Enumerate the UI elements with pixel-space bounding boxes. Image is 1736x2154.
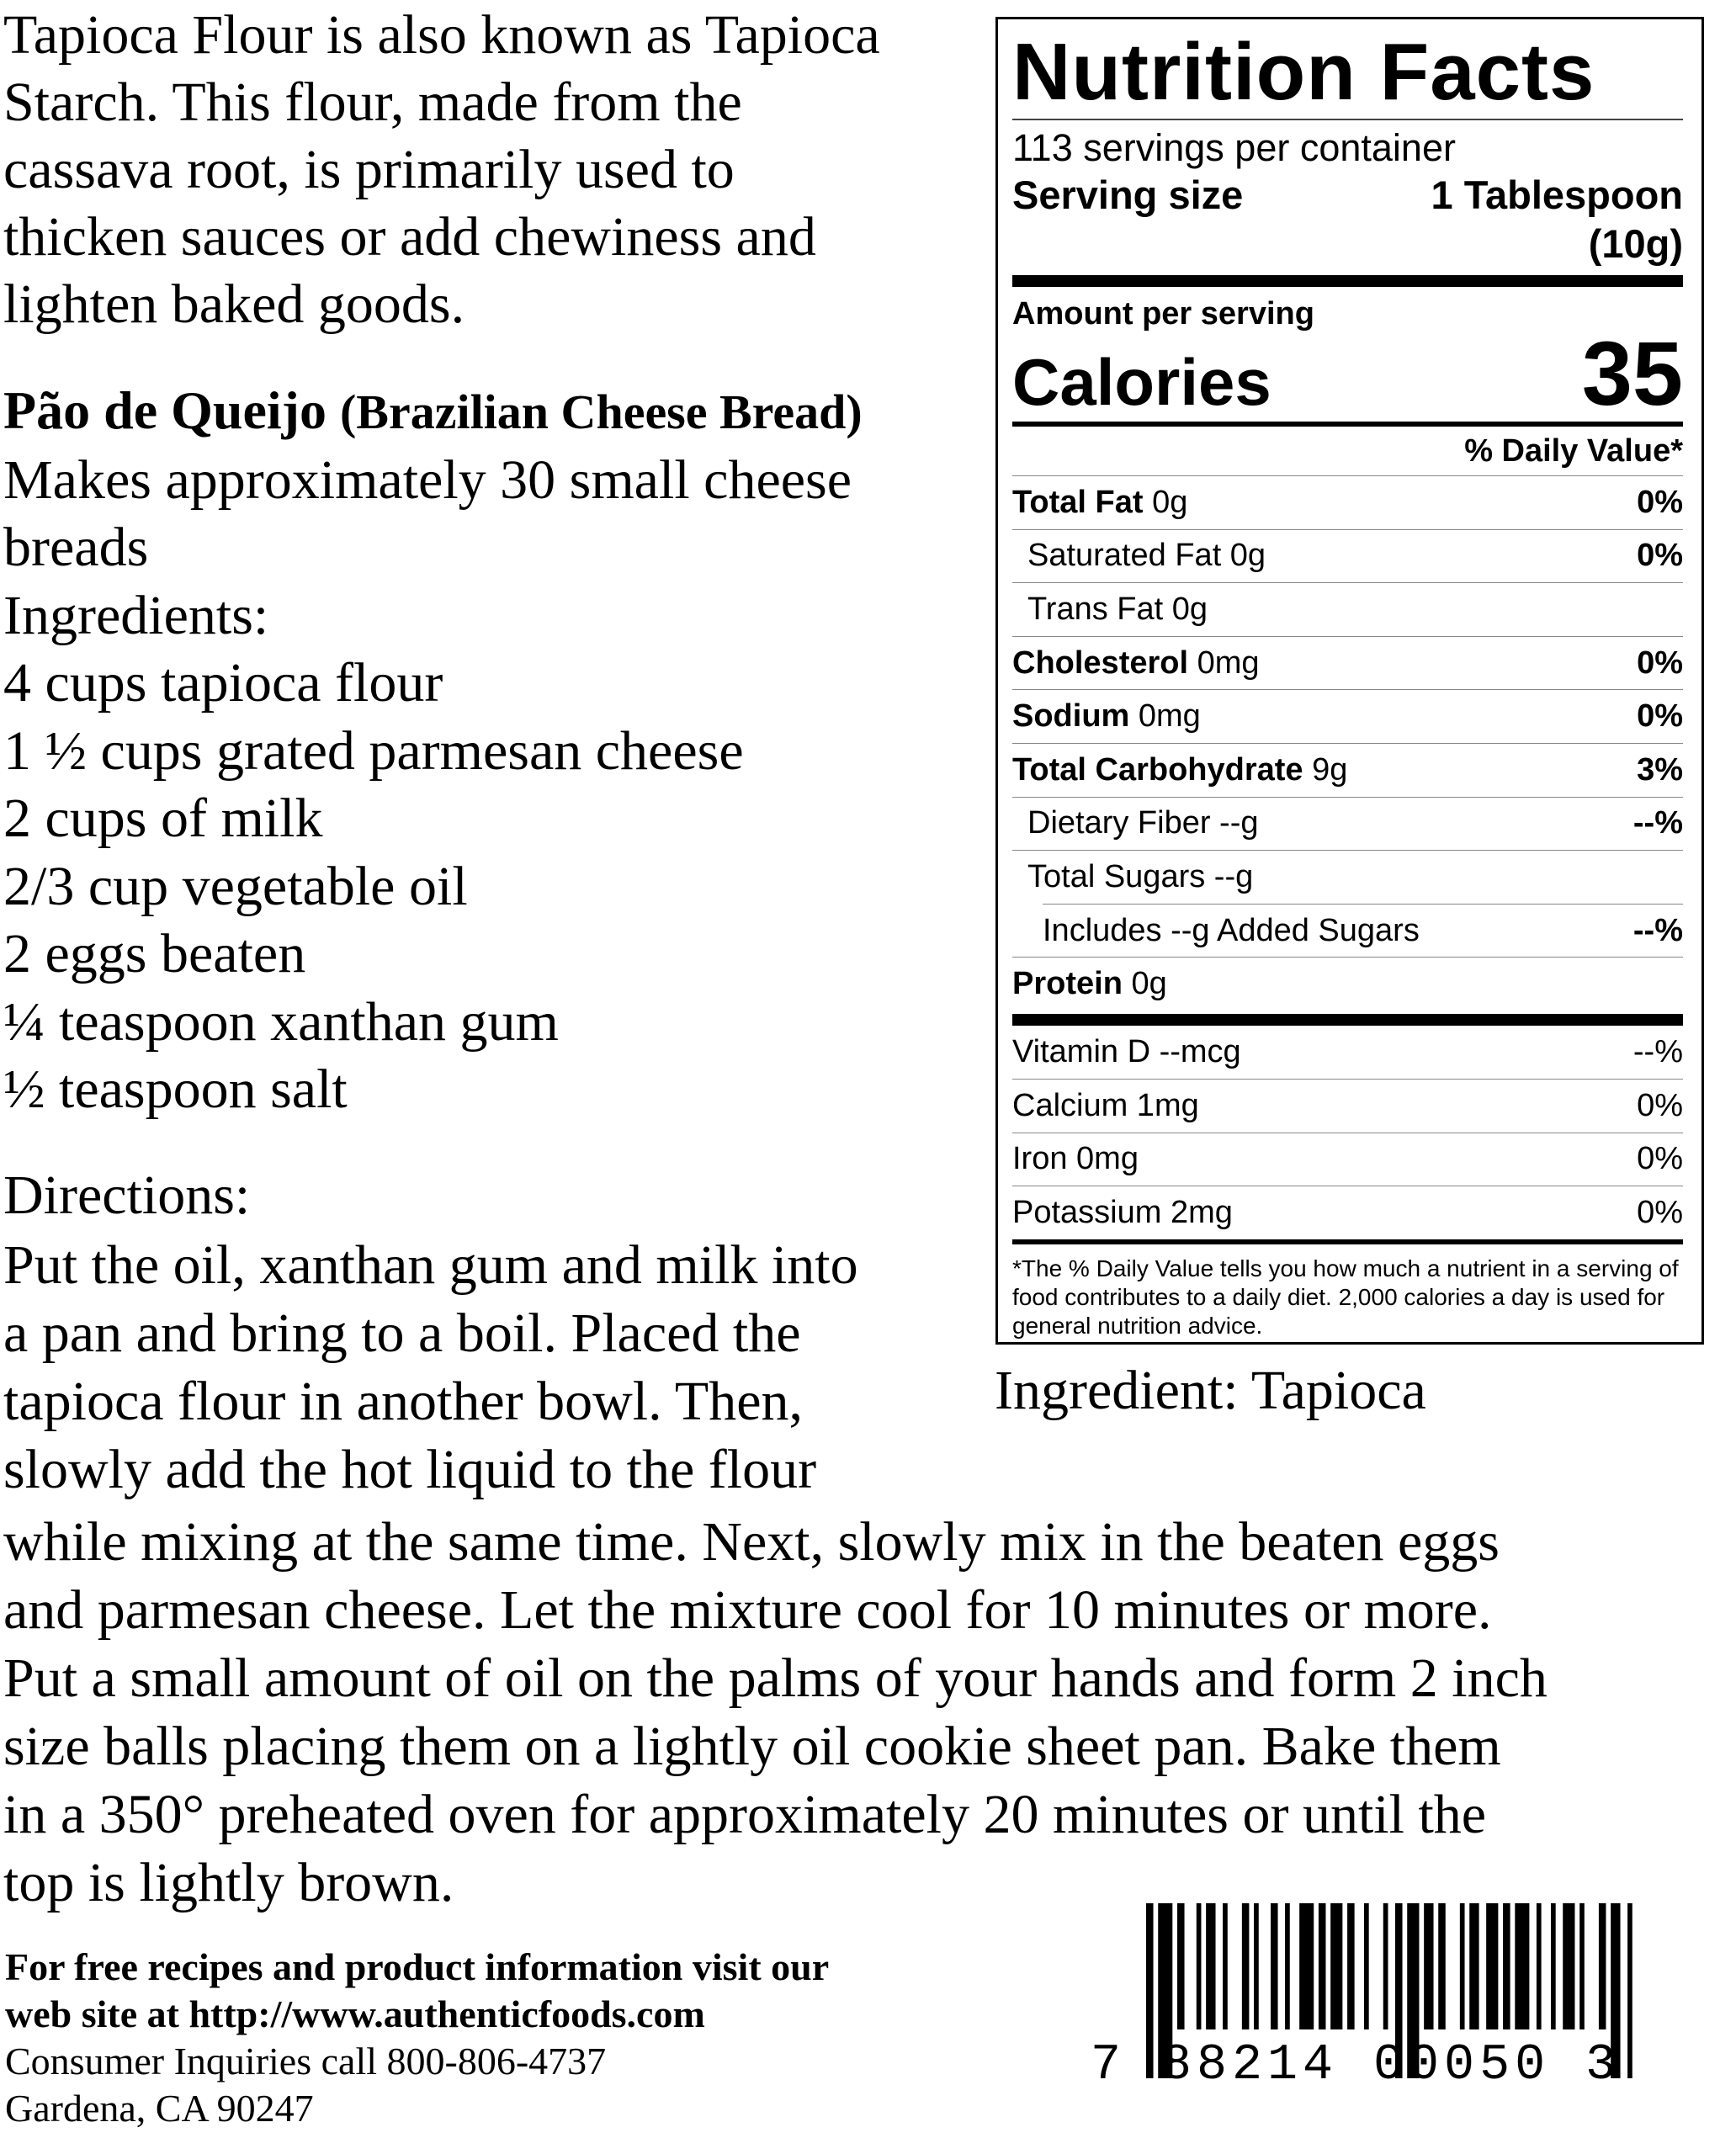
directions-line: tapioca flour in another bowl. Then, xyxy=(3,1371,804,1432)
barcode-bar xyxy=(1223,1903,1228,2029)
intro-line: lighten baked goods. xyxy=(3,273,465,335)
daily-value-header: % Daily Value* xyxy=(1464,433,1683,469)
amount-per-serving: Amount per serving xyxy=(1012,296,1314,332)
intro-line: thicken sauces or add chewiness and xyxy=(3,206,816,268)
directions-line: slowly add the hot liquid to the flour xyxy=(3,1439,817,1500)
directions-line: while mixing at the same time. Next, slowly mix in the beaten eggs xyxy=(3,1511,1500,1573)
nutrient-row xyxy=(1012,583,1683,636)
divider-thick xyxy=(1012,275,1683,287)
footer-phone-line: Consumer Inquiries call 800-806-4737 xyxy=(5,2040,607,2082)
barcode-bar xyxy=(1424,1903,1433,2029)
intro-line: Starch. This flour, made from the xyxy=(3,72,742,133)
vitamin-row xyxy=(1012,1133,1683,1186)
ingredient-item: 2/3 cup vegetable oil xyxy=(3,855,468,917)
nutrient-name: Includes --g Added Sugars xyxy=(1043,912,1420,948)
barcode-bar xyxy=(1460,1903,1465,2029)
directions-line: size balls placing them on a lightly oil cookie sheet pan. Bake them xyxy=(3,1716,1501,1777)
directions-line: and parmesan cheese. Let the mixture cool for 10 minutes or more. xyxy=(3,1579,1492,1641)
directions-bottom xyxy=(3,1508,1728,1917)
barcode-bar xyxy=(1383,1903,1388,2029)
ingredient-statement: Ingredient: Tapioca xyxy=(995,1360,1426,1421)
serving-size-value-2: (10g) xyxy=(1588,221,1683,266)
nutrient-bold-name: Cholesterol xyxy=(1012,645,1189,681)
barcode-bar xyxy=(1364,1903,1369,2029)
footer-website-line: web site at http://www.authenticfoods.com xyxy=(5,1992,705,2035)
nutrient-row xyxy=(1012,637,1683,690)
nutrient-name: Saturated Fat 0g xyxy=(1027,538,1266,574)
recipe-title xyxy=(3,377,988,447)
vitamin-name: Vitamin D --mcg xyxy=(1012,1033,1241,1069)
barcode-bar xyxy=(1627,1903,1632,2078)
recipe-section xyxy=(3,377,988,1124)
nutrient-bold-name: Protein xyxy=(1012,966,1123,1002)
directions-line: top is lightly brown. xyxy=(3,1852,454,1913)
barcode-bar xyxy=(1438,1903,1446,2029)
nutrient-row xyxy=(1012,690,1683,743)
barcode-bar xyxy=(1537,1903,1542,2029)
nutrient-row xyxy=(1012,798,1683,851)
nutrient-percent: --% xyxy=(1632,912,1683,948)
nutrient-name: Total Sugars --g xyxy=(1027,858,1254,894)
ingredient-item: 4 cups tapioca flour xyxy=(3,652,443,714)
nutrition-facts-panel xyxy=(995,17,1704,1345)
nutrient-name xyxy=(1012,698,1201,735)
directions-line: Put a small amount of oil on the palms of your hands and form 2 inch xyxy=(3,1647,1548,1709)
nutrient-name xyxy=(1012,752,1347,788)
nutrient-row xyxy=(1012,905,1683,958)
nutrient-bold-name: Total Fat xyxy=(1012,484,1144,520)
nutrient-bold-name: Total Carbohydrate xyxy=(1012,751,1303,788)
barcode-bar xyxy=(1319,1903,1326,2029)
calories-row xyxy=(1012,322,1683,424)
vitamin-percent: 0% xyxy=(1637,1141,1683,1177)
daily-value-footnote: *The % Daily Value tells you how much a nutrient in a serving of food contributes to a daily diet. 2,000 calories a day is used for general nutrition advice. xyxy=(1012,1255,1679,1340)
servings-per-container: 113 servings per container xyxy=(1012,126,1456,169)
barcode-bar xyxy=(1299,1903,1314,2029)
directions-line: Put the oil, xanthan gum and milk into xyxy=(3,1234,858,1296)
nutrient-row xyxy=(1012,476,1683,529)
barcode-bar xyxy=(1330,1903,1342,2029)
barcode-bar xyxy=(1197,1903,1202,2029)
divider-medium xyxy=(1012,1239,1683,1244)
directions-line: a pan and bring to a boil. Placed the xyxy=(3,1302,801,1364)
barcode-bar xyxy=(1254,1903,1259,2029)
barcode-bar xyxy=(1347,1903,1355,2029)
nutrient-name: Dietary Fiber --g xyxy=(1027,805,1259,841)
recipe-makes-line: breads xyxy=(3,517,149,578)
vitamin-row xyxy=(1012,1080,1683,1133)
nutrient-row xyxy=(1012,530,1683,583)
vitamin-percent: 0% xyxy=(1637,1195,1683,1231)
directions-line: in a 350° preheated oven for approximately 20 minutes or until the xyxy=(3,1784,1487,1845)
ingredient-item: ½ teaspoon salt xyxy=(3,1058,348,1120)
footer xyxy=(5,1944,1099,2132)
nutrient-percent: --% xyxy=(1632,805,1683,841)
vitamin-percent: 0% xyxy=(1637,1087,1683,1123)
barcode-bar xyxy=(1285,1903,1290,2029)
barcode-bar xyxy=(1515,1903,1529,2029)
intro-line: Tapioca Flour is also known as Tapioca xyxy=(3,4,880,66)
barcode-digits: 7 88214 00050 3 xyxy=(1091,2037,1622,2094)
barcode-bar xyxy=(1177,1903,1185,2029)
footer-address-line: Gardena, CA 90247 xyxy=(5,2087,314,2130)
barcode-bar xyxy=(1486,1903,1498,2029)
ingredient-item: 2 eggs beaten xyxy=(3,923,306,984)
vitamin-name: Calcium 1mg xyxy=(1012,1087,1199,1123)
barcode-bar xyxy=(1579,1903,1585,2029)
barcode-bar xyxy=(1242,1903,1250,2029)
nutrient-percent: 0% xyxy=(1637,484,1683,520)
nutrient-amount: 0mg xyxy=(1129,698,1201,735)
directions-top xyxy=(3,1231,963,1504)
nutrient-amount: 0g xyxy=(1122,966,1167,1002)
divider xyxy=(1012,119,1683,120)
nutrient-amount: 0mg xyxy=(1188,645,1260,681)
nutrient-name xyxy=(1012,645,1260,682)
vitamin-row xyxy=(1012,1186,1683,1239)
serving-size-label: Serving size xyxy=(1012,172,1244,217)
nutrition-facts-title: Nutrition Facts xyxy=(1012,27,1595,117)
serving-size-row xyxy=(1012,171,1683,268)
vitamin-percent: --% xyxy=(1632,1033,1683,1069)
nutrient-percent: 0% xyxy=(1637,698,1683,735)
footer-bold-line: For free recipes and product information visit our xyxy=(5,1945,830,1988)
barcode-bar xyxy=(1271,1903,1278,2029)
barcode-bar xyxy=(1599,1903,1606,2029)
intro-line: cassava root, is primarily used to xyxy=(3,139,735,200)
vitamin-name: Potassium 2mg xyxy=(1012,1195,1233,1231)
barcode-bar xyxy=(1503,1903,1510,2029)
directions-heading: Directions: xyxy=(3,1165,251,1226)
nutrient-percent: 3% xyxy=(1637,751,1683,788)
ingredients-heading: Ingredients: xyxy=(3,584,269,646)
ingredient-item: 2 cups of milk xyxy=(3,788,323,849)
barcode-bar xyxy=(1551,1903,1556,2029)
recipe-subtitle: (Brazilian Cheese Bread) xyxy=(339,385,863,439)
nutrient-percent: 0% xyxy=(1637,538,1683,574)
nutrient-percent: 0% xyxy=(1637,645,1683,681)
vitamin-name: Iron 0mg xyxy=(1012,1141,1139,1177)
barcode-bar xyxy=(1206,1903,1215,2029)
divider-thick xyxy=(1012,1014,1683,1026)
intro-paragraph xyxy=(3,2,979,338)
nutrient-name xyxy=(1012,966,1167,1002)
barcode-bar xyxy=(1563,1903,1574,2029)
calories-value: 35 xyxy=(1581,322,1683,424)
recipe-title-text: Pão de Queijo xyxy=(3,380,326,440)
serving-size-value-1: 1 Tablespoon xyxy=(1431,172,1683,217)
ingredient-item: 1 ½ cups grated parmesan cheese xyxy=(3,719,744,782)
nutrient-name: Trans Fat 0g xyxy=(1027,591,1208,627)
nutrient-row xyxy=(1012,851,1683,904)
calories-label: Calories xyxy=(1012,345,1271,419)
nutrient-row xyxy=(1012,744,1683,797)
nutrient-bold-name: Sodium xyxy=(1012,698,1130,735)
ingredient-item: ¼ teaspoon xanthan gum xyxy=(3,990,559,1053)
nutrient-name xyxy=(1012,485,1187,521)
nutrient-row xyxy=(1012,958,1683,1011)
barcode-bar xyxy=(1469,1903,1479,2029)
recipe-makes-line: Makes approximately 30 small cheese xyxy=(3,448,852,511)
nutrient-amount: 0g xyxy=(1143,484,1188,520)
nutrient-amount: 9g xyxy=(1303,751,1348,788)
vitamin-row xyxy=(1012,1026,1683,1079)
serving-size-value xyxy=(1431,171,1683,268)
